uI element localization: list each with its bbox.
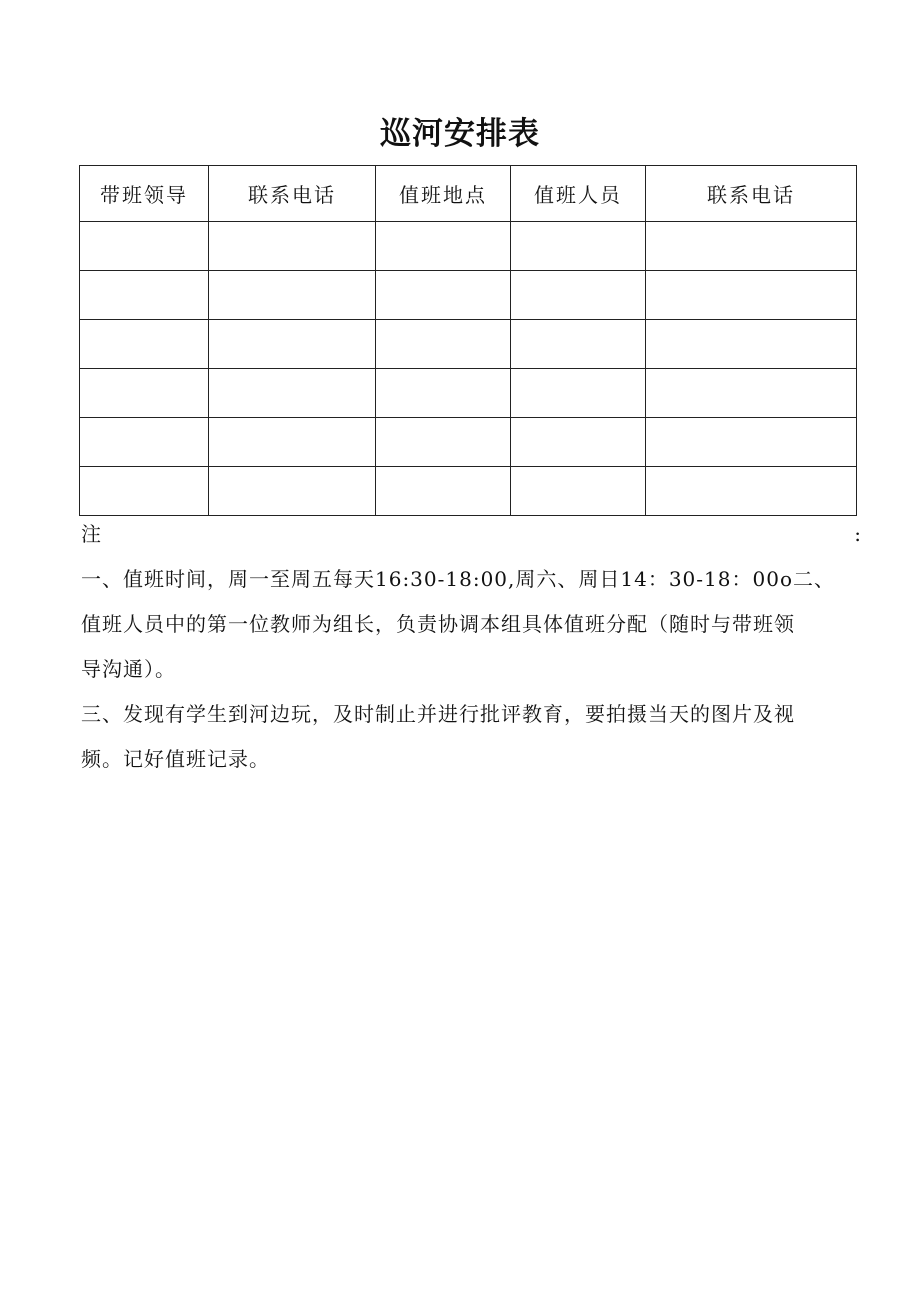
table-cell[interactable]: [511, 222, 646, 271]
table-cell[interactable]: [511, 369, 646, 418]
note-text-line: 一、值班时间，周一至周五每天16:30-18:00,周六、周日14：30-18：00o二、: [81, 567, 835, 591]
table-cell[interactable]: [80, 271, 209, 320]
table-cell[interactable]: [80, 467, 209, 516]
table-cell[interactable]: [376, 271, 511, 320]
header-staff-phone: 联系电话: [646, 166, 857, 222]
table-row: [80, 467, 857, 516]
table-cell[interactable]: [80, 369, 209, 418]
table-row: [80, 418, 857, 467]
table-cell[interactable]: [511, 467, 646, 516]
table-cell[interactable]: [80, 320, 209, 369]
table-cell[interactable]: [80, 222, 209, 271]
table-cell[interactable]: [646, 467, 857, 516]
table-row: [80, 271, 857, 320]
note-text-line: 频。记好值班记录。: [81, 747, 270, 771]
table-cell[interactable]: [646, 320, 857, 369]
note-text-line: 三、发现有学生到河边玩，及时制止并进行批评教育，要拍摄当天的图片及视: [81, 702, 795, 726]
table-cell[interactable]: [209, 320, 376, 369]
table-cell[interactable]: [376, 418, 511, 467]
table-cell[interactable]: [209, 222, 376, 271]
table-cell[interactable]: [376, 467, 511, 516]
note-text-line: 值班人员中的第一位教师为组长，负责协调本组具体值班分配（随时与带班领: [81, 612, 795, 636]
table-cell[interactable]: [376, 222, 511, 271]
table-header-row: [80, 166, 857, 222]
page-title: 巡河安排表: [380, 116, 540, 152]
table-row: [80, 369, 857, 418]
table-cell[interactable]: [646, 369, 857, 418]
table-cell[interactable]: [209, 271, 376, 320]
table-row: [80, 320, 857, 369]
schedule-table: [79, 165, 857, 516]
notes-label-row: [81, 517, 861, 552]
note-text-line: 导沟通）。: [81, 657, 176, 681]
table-cell[interactable]: [376, 320, 511, 369]
notes-section: [81, 517, 861, 777]
table-cell[interactable]: [209, 467, 376, 516]
table-row: [80, 222, 857, 271]
table-cell[interactable]: [511, 320, 646, 369]
table-cell[interactable]: [80, 418, 209, 467]
notes-colon: :: [854, 522, 861, 546]
table-cell[interactable]: [511, 271, 646, 320]
notes-label: 注: [81, 522, 101, 546]
header-location: 值班地点: [376, 166, 511, 222]
header-staff: 值班人员: [511, 166, 646, 222]
table-cell[interactable]: [646, 418, 857, 467]
table-cell[interactable]: [646, 271, 857, 320]
table-cell[interactable]: [209, 369, 376, 418]
table-cell[interactable]: [209, 418, 376, 467]
table-cell[interactable]: [511, 418, 646, 467]
table-cell[interactable]: [646, 222, 857, 271]
header-leader-phone: 联系电话: [209, 166, 376, 222]
table-cell[interactable]: [376, 369, 511, 418]
header-leader: 带班领导: [80, 166, 209, 222]
